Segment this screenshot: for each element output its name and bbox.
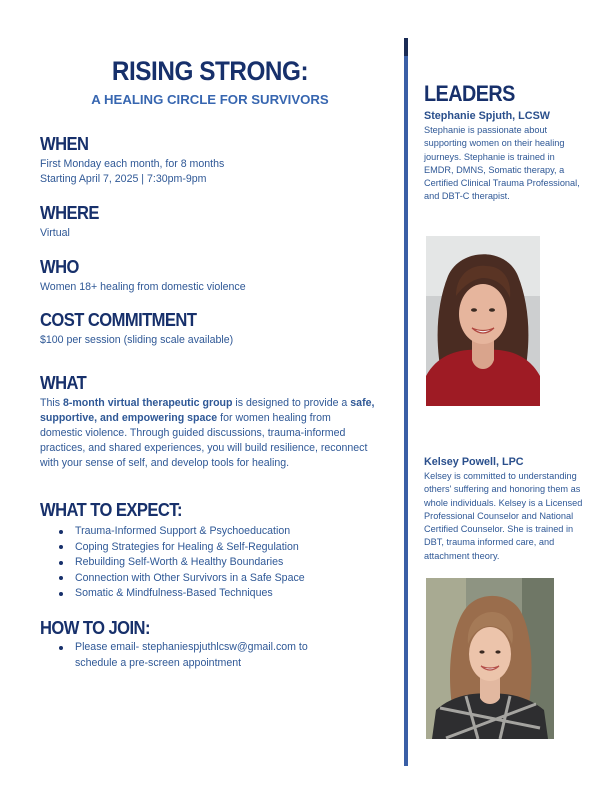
where-heading: WHERE — [40, 203, 99, 223]
expect-item: Rebuilding Self-Worth & Healthy Boundaries — [40, 555, 370, 571]
leaders-heading: LEADERS — [424, 81, 515, 106]
what-description — [40, 396, 376, 471]
join-line-2: schedule a pre-screen appointment — [75, 656, 242, 669]
what-bold-2: safe, supportive, and empowering space — [40, 397, 375, 424]
join-line-1: Please email- stephaniespjuthlcsw@gmail.com to — [75, 641, 308, 653]
where-text: Virtual — [40, 227, 70, 239]
who-heading: WHO — [40, 257, 79, 277]
what-heading: WHAT — [40, 373, 87, 393]
when-heading: WHEN — [40, 134, 89, 154]
cost-text: $100 per session (sliding scale available) — [40, 334, 234, 346]
expect-item: Connection with Other Survivors in a Safe Space — [40, 571, 370, 587]
leader-photo-kelsey — [426, 578, 554, 739]
join-list — [40, 640, 370, 671]
cost-heading: COST COMMITMENT — [40, 310, 197, 330]
column-divider — [404, 38, 408, 766]
leader-bio-stephanie: Stephanie is passionate about supporting women on their healing journeys. Stephanie is trained in EMDR, DMNS, Somatic therapy, a Certified Clinical Trauma Professional, and DBT-C therapist. — [424, 125, 580, 202]
what-text-1: This — [40, 397, 63, 409]
expect-list — [40, 524, 370, 602]
expect-item: Somatic & Mindfulness-Based Techniques — [40, 586, 370, 602]
portrait-kelsey-image — [426, 578, 554, 739]
what-bold-1: 8-month virtual therapeutic group — [62, 397, 233, 409]
expect-item: Trauma-Informed Support & Psychoeducation — [40, 524, 370, 540]
portrait-stephanie-image — [426, 236, 540, 406]
what-text-3: for women healing from domestic violence. Through guided discussions, trauma-informed practices, and shared experiences, you will build resilience, reconnect with your sense of self, and develop tools for healing. — [40, 412, 368, 469]
leader-photo-stephanie — [426, 236, 540, 406]
leader-name-stephanie: Stephanie Spjuth, LCSW — [424, 110, 550, 122]
expect-heading: WHAT TO EXPECT: — [40, 500, 182, 520]
flyer-title: RISING STRONG: — [111, 56, 309, 86]
when-line-1: First Monday each month, for 8 months — [40, 158, 225, 170]
what-text-2: is designed to provide a — [232, 397, 351, 409]
join-heading: HOW TO JOIN: — [40, 618, 150, 638]
join-item — [40, 640, 370, 671]
when-line-2: Starting April 7, 2025 | 7:30pm-9pm — [40, 173, 207, 185]
expect-item: Coping Strategies for Healing & Self-Regulation — [40, 540, 370, 556]
leader-name-kelsey: Kelsey Powell, LPC — [424, 456, 524, 468]
flyer-subtitle: A HEALING CIRCLE FOR SURVIVORS — [91, 92, 329, 107]
who-text: Women 18+ healing from domestic violence — [40, 281, 246, 293]
leader-bio-kelsey: Kelsey is committed to understanding others' suffering and honoring them as whole individuals. Kelsey is a Licensed Professional Counselor and National Certified Counselor. She is trained in DBT, trauma informed care, and attachment theory. — [424, 471, 583, 561]
